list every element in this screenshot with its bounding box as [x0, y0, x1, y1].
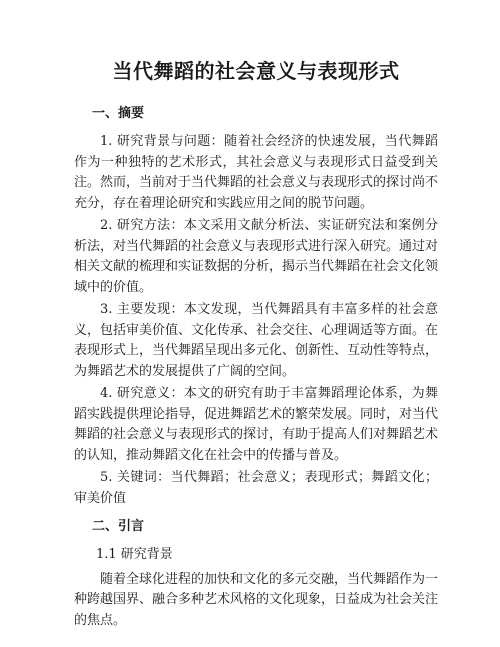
abstract-paragraph-findings: 3. 主要发现：本文发现，当代舞蹈具有丰富多样的社会意义，包括审美价值、文化传承、社会交往、心理调适等方面。在表现形式上，当代舞蹈呈现出多元化、创新性、互动性等特点，为舞蹈艺术的发展提供了广阔的空间。 [74, 302, 439, 379]
section-heading-introduction: 二、引言 [92, 519, 145, 534]
abstract-paragraph-significance: 4. 研究意义：本文的研究有助于丰富舞蹈理论体系，为舞蹈实践提供理论指导，促进舞蹈艺术的繁荣发展。同时，对当代舞蹈的社会意义与表现形式的探讨，有助于提高人们对舞蹈艺术的认知，推动舞蹈文化在社会中的传播与普及。 [74, 386, 439, 463]
section-heading-abstract: 一、摘要 [92, 106, 145, 121]
abstract-paragraph-keywords: 5. 关键词：当代舞蹈；社会意义；表现形式；舞蹈文化；审美价值 [74, 470, 438, 506]
abstract-paragraph-method: 2. 研究方法：本文采用文献分析法、实证研究法和案例分析法，对当代舞蹈的社会意义与表现形式进行深入研究。通过对相关文献的梳理和实证数据的分析，揭示当代舞蹈在社会文化领域中的价值。 [74, 218, 439, 295]
document-title: 当代舞蹈的社会意义与表现形式 [112, 59, 400, 83]
abstract-paragraph-background: 1. 研究背景与问题：随着社会经济的快速发展，当代舞蹈作为一种独特的艺术形式，其社会意义与表现形式日益受到关注。然而，当前对于当代舞蹈的社会意义与表现形式的探讨尚不充分，存在着理论研究和实践应用之间的脱节问题。 [74, 134, 439, 211]
introduction-paragraph: 随着全球化进程的加快和文化的多元交融，当代舞蹈作为一种跨越国界、融合多种艺术风格的文化现象，日益成为社会关注的焦点。 [74, 571, 439, 628]
subsection-heading-background: 1.1 研究背景 [96, 547, 173, 562]
